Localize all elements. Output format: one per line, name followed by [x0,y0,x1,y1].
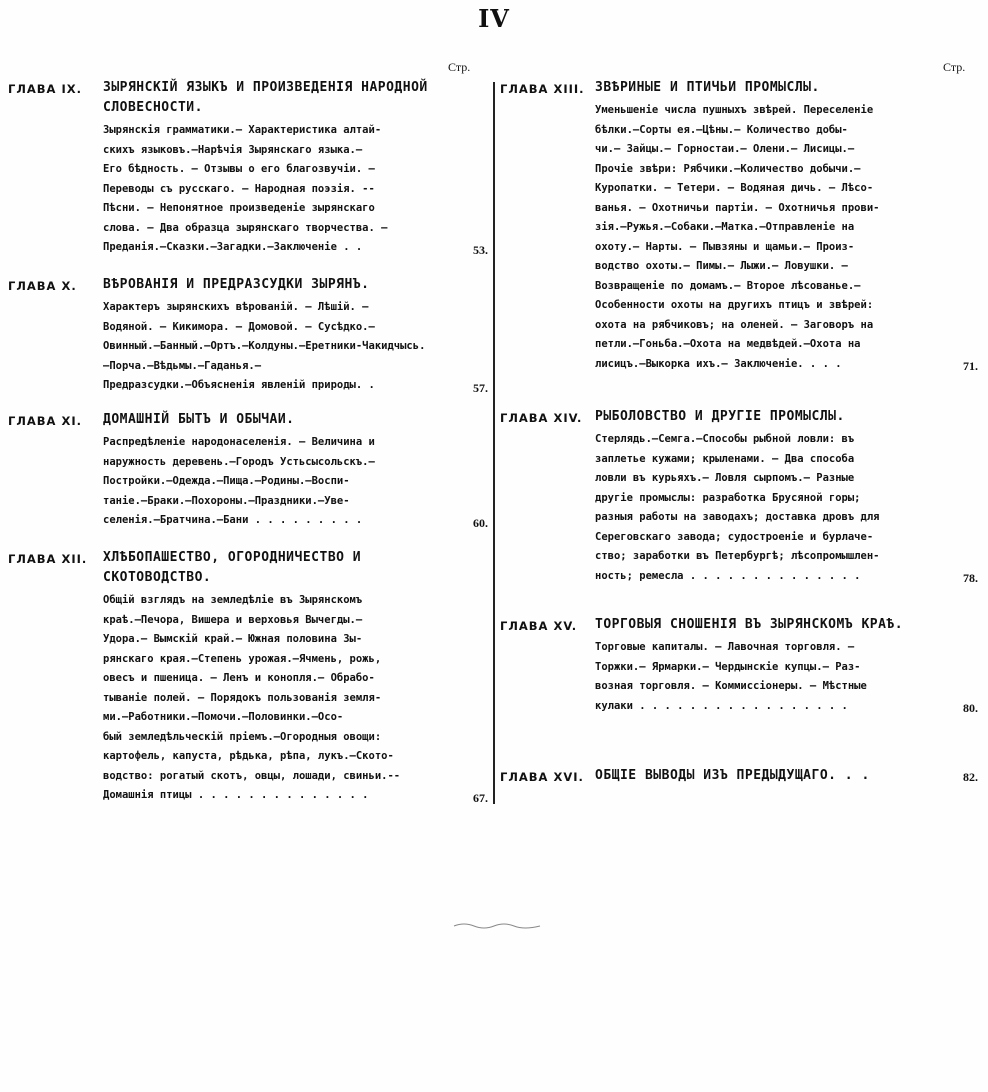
chapter-page-number: 80. [963,701,978,715]
chapter-title: ХЛѢБОПАШЕСТВО, ОГОРОДНИЧЕСТВО И СКОТОВОДСТВО. [103,550,362,585]
contents-line: охоту.— Нарты. — Пывзяны и щамьи.— Произ- [595,240,855,253]
ornament-divider [452,922,542,930]
contents-line: Переводы съ русскаго. — Народная поэзія. -- [103,182,375,195]
contents-line: Уменьшеніе числа пушныхъ звѣрей. Переселеніе [595,104,874,116]
contents-line: слова. — Два образца зырянскаго творчества. — [103,221,388,234]
toc-chapter [8,410,488,531]
contents-line: водство: рогатый скотъ, овцы, лошади, свиньи.-- [103,769,401,782]
chapter-contents [595,430,935,586]
contents-line: таніе.—Браки.—Похороны.—Праздники.—Уве- [103,494,350,507]
contents-line: Зырянскія грамматики.— Характеристика алтай- [103,124,382,136]
chapter-number: ГЛАВА X. [8,279,77,293]
contents-line: Домашнія птицы . . . . . . . . . . . . . . [103,789,369,801]
contents-line: Пѣсни. — Непонятное произведеніе зырянскаго [103,202,375,214]
contents-line: другіе промыслы: разработка Брусяной горы; [595,491,861,504]
toc-chapter [8,275,488,396]
toc-chapter [8,78,488,258]
contents-line: селенія.—Братчина.—Бани . . . . . . . . . [103,514,363,526]
chapter-number: ГЛАВА XIV. [500,411,583,425]
contents-line: бѣлки.—Сорты ея.—Цѣны.— Количество добы- [595,123,848,136]
chapter-heading [500,615,978,635]
contents-line: Распредѣленіе народонаселенія. — Величина и [103,436,375,448]
contents-line: Прочіе звѣри: Рябчики.—Количество добычи.— [595,162,861,175]
chapter-number: ГЛАВА XV. [500,619,578,633]
toc-chapter [500,78,978,374]
contents-line: Торговые капиталы. — Лавочная торговля. — [595,641,855,653]
contents-line: Постройки.—Одежда.—Пища.—Родины.—Воспи- [103,475,350,487]
chapter-title: ЗЫРЯНСКІЙ ЯЗЫКЪ И ПРОИЗВЕДЕНІЯ НАРОДНОЙ СЛОВЕСНОСТИ. [103,80,428,115]
chapter-number: ГЛАВА XI. [8,414,82,428]
contents-line: ство; заработки въ Петербургѣ; лѣсопромышлен- [595,550,880,562]
contents-line: картофель, капуста, рѣдька, рѣпа, лукъ.—Ското- [103,750,394,762]
chapter-contents [103,591,443,806]
contents-line: ность; ремесла . . . . . . . . . . . . . . [595,569,861,582]
contents-line: скихъ языковъ.—Нарѣчія Зырянскаго языка.— [103,143,363,156]
contents-line: Предразсудки.—Объясненія явленій природы. . [103,379,375,391]
chapter-title: ТОРГОВЫЯ СНОШЕНІЯ ВЪ ЗЫРЯНСКОМЪ КРАѢ. [595,617,904,632]
contents-line: лисицъ.—Выкорка ихъ.— Заключеніе. . . . [595,357,842,370]
page-number: IV [478,4,510,33]
contents-line: петли.—Гоньба.—Охота на медвѣдей.—Охота на [595,338,861,350]
contents-line: Возвращеніе по домамъ.— Второе лѣсованье.— [595,279,861,292]
contents-line: разныя работы на заводахъ; доставка дровъ для [595,511,880,523]
chapter-title: ОБЩІЕ ВЫВОДЫ ИЗЪ ПРЕДЫДУЩАГО. . . [595,768,870,783]
chapter-contents [103,298,443,396]
chapter-contents [103,433,443,531]
contents-line: чи.— Зайцы.— Горностаи.— Олени.— Лисицы.— [595,143,855,155]
contents-line: —Порча.—Вѣдьмы.—Гаданья.— [103,359,262,372]
toc-chapter [500,615,978,716]
toc-chapter [500,407,978,586]
chapter-heading [8,410,488,430]
contents-line: Стерлядь.—Семга.—Способы рыбной ловли: въ [595,433,855,445]
chapter-title: ВѢРОВАНІЯ И ПРЕДРАЗСУДКИ ЗЫРЯНЪ. [103,277,370,292]
contents-line: Овинный.—Банный.—Ортъ.—Колдуны.—Еретники-Чакидчысь. [103,340,426,352]
contents-line: ловли въ курьяхъ.— Ловля сырпомъ.— Разные [595,472,855,484]
chapter-heading [500,407,978,427]
chapter-contents [595,638,935,716]
contents-line: Торжки.— Ярмарки.— Чердынскіе купцы.— Раз- [595,660,861,673]
contents-line: Сереговскаго завода; судостроеніе и бурлаче- [595,530,874,543]
chapter-number: ГЛАВА IX. [8,82,82,96]
contents-line: зія.—Ружья.—Собаки.—Матка.—Отправленіе на [595,221,855,233]
contents-line: Удора.— Вымскій край.— Южная половина Зы- [103,633,363,645]
contents-line: заплетье кужами; крыленами. — Два способа [595,452,855,465]
contents-line: охота на рябчиковъ; на оленей. — Заговоръ на [595,318,874,331]
contents-line: наружность деревень.—Городъ Устьсысольскъ.— [103,455,375,468]
contents-line: возная торговля. — Коммиссіонеры. — Мѣстные [595,680,867,692]
chapter-page-number: 60. [473,515,488,530]
contents-line: тываніе полей. — Порядокъ пользованія земля- [103,691,382,704]
column-divider [493,82,495,804]
page-column-label-left: Стр. [448,60,471,74]
chapter-heading [8,275,488,295]
contents-line: Общій взглядъ на земледѣліе въ Зырянскомъ [103,594,363,606]
chapter-page-number: 78. [963,571,978,585]
contents-line: Особенности охоты на другихъ птицъ и звѣрей: [595,299,874,311]
chapter-heading [500,766,978,786]
chapter-heading [8,78,488,118]
chapter-number: ГЛАВА XIII. [500,82,585,96]
chapter-page-number: 67. [473,790,488,805]
chapter-contents [595,101,935,374]
chapter-contents [103,121,443,258]
contents-line: краѣ.—Печора, Вишера и верховья Вычегды.— [103,613,363,626]
chapter-page-number: 53. [473,242,488,257]
contents-line: Преданія.—Сказки.—Загадки.—Заключеніе . . [103,241,363,253]
chapter-title: ДОМАШНІЙ БЫТЪ И ОБЫЧАИ. [103,412,295,427]
contents-line: Водяной. — Кикимора. — Домовой. — Сусѣдко.— [103,320,375,333]
contents-line: бый земледѣльческій пріемъ.—Огородныя овощи: [103,730,382,743]
chapter-number: ГЛАВА XII. [8,552,88,566]
contents-line: ванья. — Охотничьи партіи. — Охотничья прови- [595,201,880,214]
chapter-page-number: 82. [963,770,978,784]
chapter-number: ГЛАВА XVI. [500,770,584,784]
contents-line: Куропатки. — Тетери. — Водяная дичь. — Лѣсо- [595,182,874,194]
contents-line: кулаки . . . . . . . . . . . . . . . . . [595,699,848,712]
chapter-heading [8,548,488,588]
toc-chapter [8,548,488,806]
contents-line: овесъ и пшеница. — Ленъ и конопля.— Обрабо- [103,672,375,684]
chapter-heading [500,78,978,98]
contents-line: водство охоты.— Пимы.— Лыжи.— Ловушки. — [595,260,848,272]
contents-line: Его бѣдность. — Отзывы о его благозвучіи. — [103,163,375,175]
chapter-page-number: 57. [473,380,488,395]
page-column-label-right: Стр. [943,60,966,74]
contents-line: рянскаго края.—Степень урожая.—Ячмень, рожь, [103,652,382,665]
chapter-page-number: 71. [963,359,978,373]
chapter-title: ЗВѢРИНЫЕ И ПТИЧЬИ ПРОМЫСЛЫ. [595,80,820,95]
chapter-title: РЫБОЛОВСТВО И ДРУГІЕ ПРОМЫСЛЫ. [595,409,845,424]
contents-line: ми.—Работники.—Помочи.—Половинки.—Осо- [103,711,344,723]
contents-line: Характеръ зырянскихъ вѣрованій. — Лѣшій. — [103,301,369,313]
toc-chapter [500,766,978,786]
